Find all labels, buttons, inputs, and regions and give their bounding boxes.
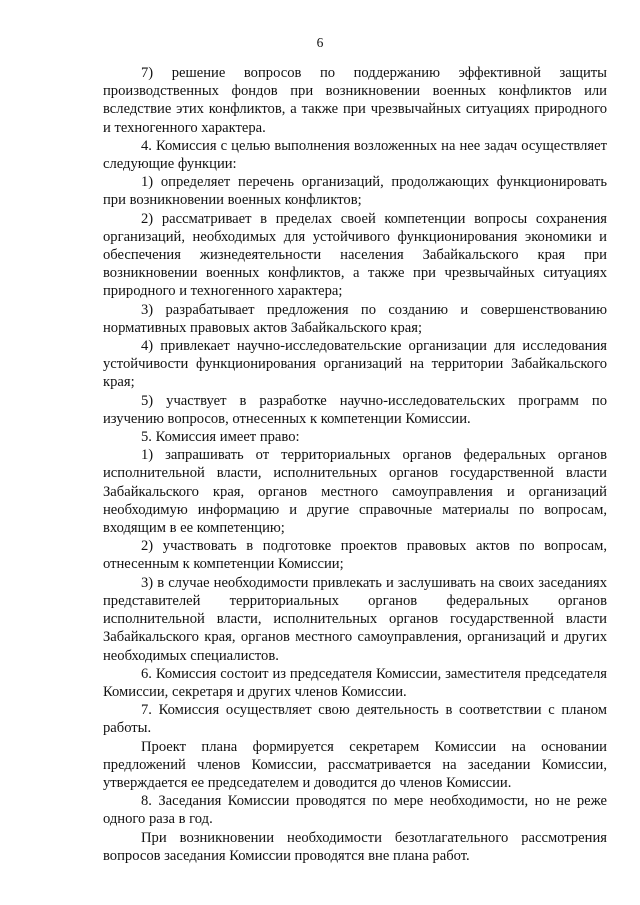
paragraph: 6. Комиссия состоит из председателя Комиссии, заместителя председателя Комиссии, секретаря и других членов Комиссии. [103,665,607,700]
paragraph: 2) рассматривает в пределах своей компетенции вопросы сохранения организаций, необходимых для устойчивого функционирования экономики и обеспечения жизнедеятельности населения Забайкальского края при возникновении военных конфликтов, а также при чрезвычайных ситуациях природного и техногенного характера; [103,210,607,300]
paragraph: 2) участвовать в подготовке проектов правовых актов по вопросам, отнесенным к компетенции Комиссии; [103,538,607,573]
paragraph: 5) участвует в разработке научно-исследовательских программ по изучению вопросов, отнесенных к компетенции Комиссии. [103,392,607,427]
paragraph: 4) привлекает научно-исследовательские организации для исследования устойчивости функционирования организаций на территории Забайкальского края; [103,338,607,391]
paragraph: 1) определяет перечень организаций, продолжающих функционировать при возникновении военных конфликтов; [103,174,607,209]
paragraph: Проект плана формируется секретарем Комиссии на основании предложений членов Комиссии, рассматривается на заседании Комиссии, утверждается ее председателем и доводится до членов Комиссии. [103,738,607,791]
document-body [103,64,607,865]
paragraph: 4. Комиссия с целью выполнения возложенных на нее задач осуществляет следующие функции: [103,137,607,173]
paragraph: 3) в случае необходимости привлекать и заслушивать на своих заседаниях представителей территориальных органов федеральных органов исполнительной власти, исполнительных органов государственной власти Забайкальского края, органов местного самоуправления, организаций и других необходимых специалистов. [103,574,607,664]
paragraph: 7) решение вопросов по поддержанию эффективной защиты производственных фондов при возникновении военных конфликтов или вследствие этих конфликтов, а также при чрезвычайных ситуациях природного и техногенного характера. [103,65,607,136]
paragraph: 8. Заседания Комиссии проводятся по мере необходимости, но не реже одного раза в год. [103,793,607,828]
paragraph: 7. Комиссия осуществляет свою деятельность в соответствии с планом работы. [103,702,607,737]
paragraph: 1) запрашивать от территориальных органов федеральных органов исполнительной власти, исполнительных органов государственной власти Забайкальского края, органов местного самоуправления и организаций необходимую информацию и другие справочные материалы по вопросам, входящим в ее компетенцию; [103,447,607,537]
page-number: 6 [316,35,324,50]
paragraph: 5. Комиссия имеет право: [141,429,300,446]
paragraph: 3) разрабатывает предложения по созданию и совершенствованию нормативных правовых актов Забайкальского края; [103,301,607,336]
paragraph: При возникновении необходимости безотлагательного рассмотрения вопросов заседания Комиссии проводятся вне плана работ. [103,829,607,864]
